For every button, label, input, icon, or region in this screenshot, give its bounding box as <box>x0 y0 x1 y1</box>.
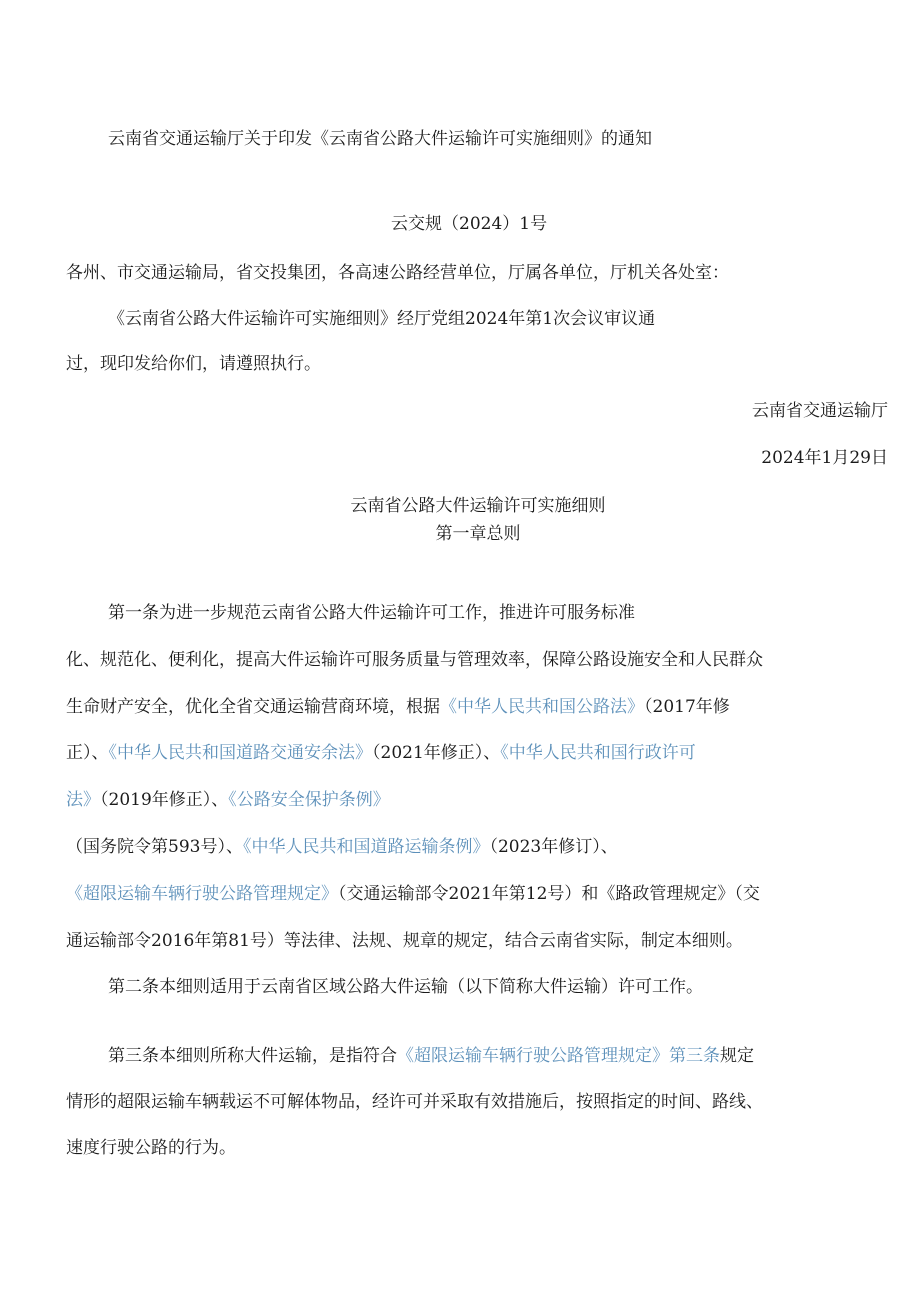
link-highway-safety-regulations[interactable]: 《公路安全保护条例》 <box>228 790 390 810</box>
notice-body-line-1: 《云南省公路大件运输许可实施细则》经厅党组2024年第1次会议审议通 <box>108 309 656 329</box>
link-road-transport-regulations[interactable]: 《中华人民共和国道路运输条例》 <box>242 837 490 857</box>
article-2: 第二条本细则适用于云南省区域公路大件运输（以下简称大件运输）许可工作。 <box>108 977 703 997</box>
article-1-line-1: 第一条为进一步规范云南省公路大件运输许可工作，推进许可服务标准 <box>108 603 635 623</box>
article-1-line-8: 通运输部令2016年第81号）等法律、法规、规章的规定，结合云南省实际，制定本细则。 <box>66 931 743 951</box>
article-3-text: 第三条本细则所称大件运输，是指符合 <box>108 1046 397 1066</box>
link-highway-law[interactable]: 《中华人民共和国公路法》 <box>440 697 644 717</box>
notice-title: 云南省交通运输厅关于印发《云南省公路大件运输许可实施细则》的通知 <box>108 129 652 149</box>
recipients: 各州、市交通运输局，省交投集团，各高速公路经营单位，厅属各单位，厅机关各处室： <box>66 263 729 283</box>
article-1-line-7 <box>66 883 760 905</box>
issue-date: 2024年1月29日 <box>761 448 888 468</box>
article-1-line-5 <box>66 789 390 811</box>
doc-number: 云交规（2024）1号 <box>391 214 548 234</box>
chapter-heading: 第一章总则 <box>435 524 521 544</box>
article-3-line-1 <box>108 1045 754 1067</box>
article-1-line-6 <box>66 836 618 858</box>
article-1-text: （国务院令第593号）、 <box>66 837 243 857</box>
article-1-text: （2021年修正）、 <box>372 743 501 763</box>
article-1-text: （2019年修正）、 <box>100 790 229 810</box>
link-administrative-license-law[interactable]: 《中华人民共和国行政许可 <box>500 743 696 763</box>
article-1-text: （交通运输部令2021年第12号）和《路政管理规定》（交 <box>338 884 760 904</box>
article-1-line-4 <box>66 742 696 764</box>
article-1-line-3 <box>66 696 730 718</box>
article-1-text: 生命财产安全，优化全省交通运输营商环境，根据 <box>66 697 440 717</box>
notice-body-line-2: 过，现印发给你们，请遵照执行。 <box>66 354 321 374</box>
link-road-traffic-safety-law[interactable]: 《中华人民共和国道路交通安余法》 <box>108 743 372 763</box>
article-1-line-2: 化、规范化、便利化，提高大件运输许可服务质量与管理效率，保障公路设施安全和人民群众 <box>66 650 763 670</box>
article-3-line-3: 速度行驶公路的行为。 <box>66 1138 236 1158</box>
rules-title: 云南省公路大件运输许可实施细则 <box>350 496 606 516</box>
link-administrative-license-law-end[interactable]: 法》 <box>66 790 100 810</box>
article-3-line-2: 情形的超限运输车辆载运不可解体物品，经许可并采取有效措施后，按照指定的时间、路线、 <box>66 1092 763 1112</box>
article-1-text: （2023年修订）、 <box>489 837 618 857</box>
article-1-text: （2017年修 <box>644 697 730 717</box>
link-overlimit-transport-rules-art3[interactable]: 《超限运输车辆行驶公路管理规定》第三条 <box>397 1046 720 1066</box>
article-3-text: 规定 <box>720 1046 754 1066</box>
link-overlimit-transport-rules[interactable]: 《超限运输车辆行驶公路管理规定》 <box>66 884 338 904</box>
issuer-signature: 云南省交通运输厅 <box>752 401 888 421</box>
article-1-text: 正）、 <box>66 743 109 763</box>
